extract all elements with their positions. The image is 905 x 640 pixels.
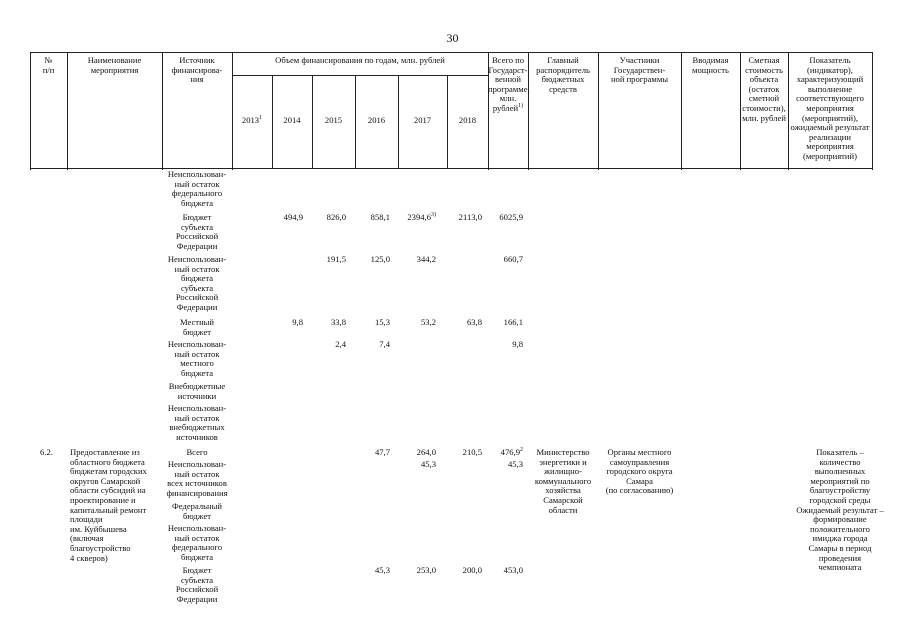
value-cell: 45,3 [374,565,390,575]
body-column-line [488,168,489,170]
value-cell: 210,5 [462,447,482,457]
value-cell: 15,3 [374,317,390,327]
body-column-line [598,168,599,170]
value-cell: 33,8 [330,317,346,327]
value-cell: 2113,0 [458,212,482,222]
value-cell: 9,8 [292,317,303,327]
body-column-line [872,168,873,170]
value-cell: 125,0 [370,254,390,264]
body-column-line [528,168,529,170]
value-cell: 47,7 [374,447,390,457]
body-column-line [681,168,682,170]
manager-cell: Министерство энергетики и жилищно- коммунального хозяйства Самарской области [534,447,592,515]
source-cell: Неиспользован- ный остаток федерального бюджета [167,169,227,208]
header-bottom-border [30,168,872,169]
source-cell: Бюджет субъекта Российской Федерации [175,212,219,251]
total-cell: 660,7 [503,254,523,264]
measure-name: Предоставление из областного бюджета бюджетам городских округов Самарской области субсидий на проектирование и капитальный ремонт площади им. Куйбышева (включая благоустройство 4 скверов) [70,447,147,563]
value-cell: 826,0 [326,212,346,222]
source-cell: Федеральный бюджет [171,501,223,521]
value-cell: 2394,6$^{3)}$ [407,212,436,222]
total-cell: 45,3 [507,459,523,469]
header-year-2015: 2015 [324,115,343,125]
source-cell: Неиспользован- ный остаток местного бюджета [167,339,227,378]
page-number: 30 [446,31,459,45]
header-col-capacity: Вводимая мощность [692,55,729,75]
value-cell: 53,2 [420,317,436,327]
header-col-cost: Сметная стоимость объекта (остаток сметной стоимости), млн. рублей [742,55,786,123]
value-cell: 191,5 [326,254,346,264]
header-year-2017: 2017 [413,115,432,125]
total-cell: 6025,9 [499,212,523,222]
value-cell: 858,1 [370,212,390,222]
source-cell: Местный бюджет [179,317,215,337]
header-col-source: Источник финансирова- ния [171,55,223,85]
source-cell: Неиспользован- ный остаток федерального бюджета [167,523,227,562]
body-column-line [232,168,233,170]
header-col-volume: Объем финансирования по годам, млн. рублей [275,55,445,65]
header-col-participants: Участники Государствен- ной программы [610,55,669,85]
source-cell: Бюджет субъекта Российской Федерации [175,565,219,604]
value-cell: 494,9 [283,212,303,222]
header-col-no: № п/п [42,55,55,75]
body-column-line [788,168,789,170]
total-cell: 166,1 [503,317,523,327]
total-cell: 476,9$^2$ [500,447,523,457]
source-cell: Неиспользован- ный остаток всех источников финансирования [166,459,228,498]
value-cell: 63,8 [466,317,482,327]
value-cell: 200,0 [462,565,482,575]
header-top-border [30,52,872,53]
header-col-total: Всего по Государст- венной программе, млн. рублей$^{1)}$ [488,55,530,113]
header-year-2016: 2016 [367,115,386,125]
value-cell: 253,0 [416,565,436,575]
source-cell: Внебюджетные источники [168,381,226,401]
value-cell: 264,0 [416,447,436,457]
header-column-line [232,52,233,168]
total-cell: 453,0 [503,565,523,575]
value-cell: 45,3 [420,459,436,469]
source-cell: Неиспользован- ный остаток внебюджетных источников [167,403,227,442]
value-cell: 344,2 [416,254,436,264]
header-year-2018: 2018 [458,115,477,125]
header-column-line [872,52,873,168]
header-year-2014: 2014 [283,115,301,125]
value-cell: 7,4 [379,339,390,349]
header-col-indicator: Показатель (индикатор), характеризующий выполнение соответствующего мероприятия (мероприятий), ожидаемый результат реализации мероприятия (мероприятий) [790,55,870,161]
participants-cell: Органы местного самоуправления городского округа Самара (по согласованию) [605,447,674,496]
body-column-line [740,168,741,170]
total-cell: 9,8 [512,339,523,349]
indicator-cell: Показатель – количество выполненных мероприятий по благоустройству городской среды Ожидаемый результат – формирование положительного имиджа города Самары в период проведения чемпионата [796,447,884,573]
source-cell: Всего [186,447,208,457]
body-column-line [30,168,31,170]
header-year-2013: 2013$^1$ [241,115,263,125]
source-cell: Неиспользован- ный остаток бюджета субъекта Российской Федерации [167,254,227,312]
row-number: 6.2. [40,447,53,457]
header-col-manager: Главный распорядитель бюджетных средств [536,55,590,94]
header-years-divider [232,75,488,76]
value-cell: 2,4 [335,339,346,349]
header-col-name: Наименование мероприятия [87,55,142,75]
body-column-line [67,168,68,170]
